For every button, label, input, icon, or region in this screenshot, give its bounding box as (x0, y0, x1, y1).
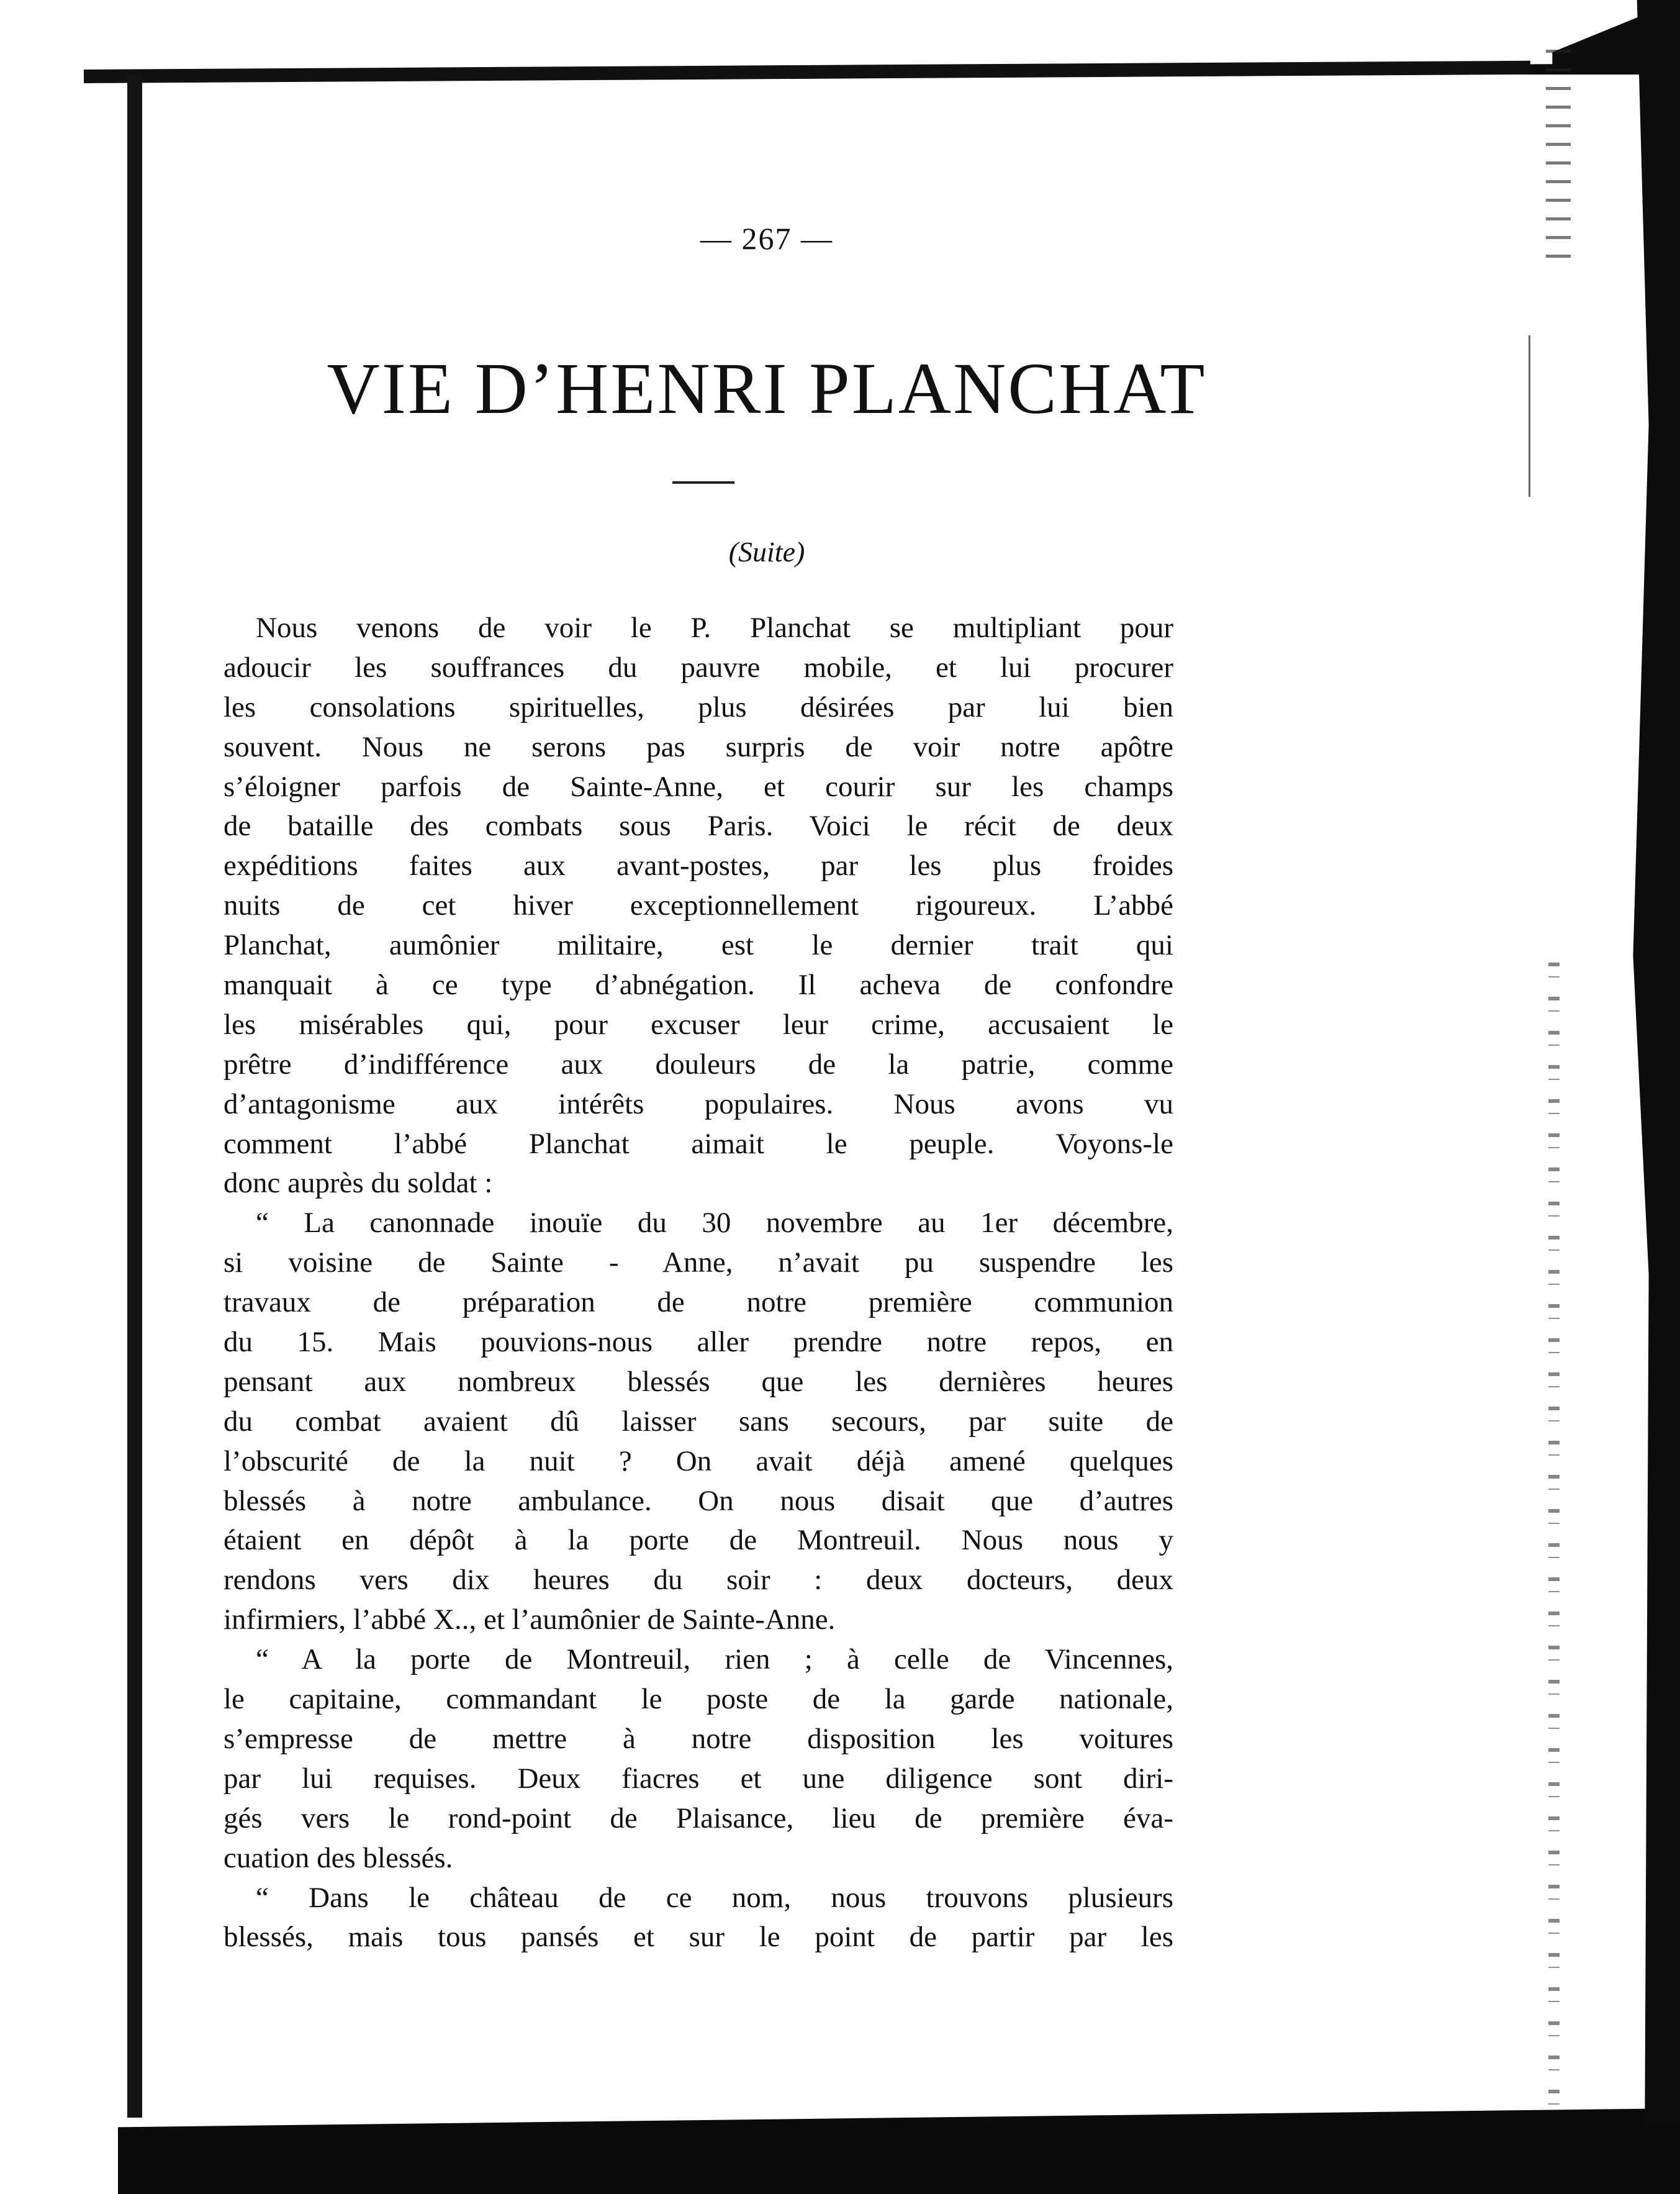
text-line: prêtre d’indifférence aux douleurs de la patrie, comme (224, 1048, 1173, 1081)
title-divider (672, 481, 734, 484)
text-line: du 15. Mais pouvions-nous aller prendre notre repos, en (224, 1326, 1173, 1359)
text-line: Planchat, aumônier militaire, est le dernier trait qui (224, 929, 1173, 962)
text-line: blessés, mais tous pansés et sur le point de partir par les (224, 1921, 1173, 1954)
text-line: “ A la porte de Montreuil, rien ; à celle de Vincennes, (256, 1643, 1173, 1676)
text-line: nuits de cet hiver exceptionnellement rigoureux. L’abbé (224, 889, 1173, 922)
text-line: “ Dans le château de ce nom, nous trouvons plusieurs (256, 1881, 1173, 1914)
page-title: VIE D’HENRI PLANCHAT (327, 348, 1207, 429)
text-line: cuation des blessés. (224, 1841, 453, 1874)
text-line: l’obscurité de la nuit ? On avait déjà amené quelques (224, 1444, 1173, 1477)
scan-border-bottom (118, 2108, 1680, 2194)
text-line: du combat avaient dû laisser sans secours, par suite de (224, 1405, 1173, 1438)
scan-border-top-line (84, 61, 1530, 83)
text-line: pensant aux nombreux blessés que les dernières heures (224, 1365, 1173, 1398)
scan-rule (1529, 335, 1530, 497)
text-line: infirmiers, l’abbé X.., et l’aumônier de Sainte-Anne. (224, 1603, 836, 1636)
text-line: souvent. Nous ne serons pas surpris de voir notre apôtre (224, 730, 1173, 763)
text-line: blessés à notre ambulance. On nous disait que d’autres (224, 1484, 1173, 1517)
text-line: s’éloigner parfois de Sainte-Anne, et courir sur les champs (224, 770, 1173, 803)
page-subtitle: (Suite) (728, 536, 805, 568)
text-line: donc auprès du soldat : (224, 1167, 493, 1200)
text-line: étaient en dépôt à la porte de Montreuil. Nous nous y (224, 1524, 1173, 1557)
text-line: si voisine de Sainte - Anne, n’avait pu suspendre les (224, 1246, 1173, 1279)
scan-speckle (1546, 50, 1571, 261)
text-line: rendons vers dix heures du soir : deux docteurs, deux (224, 1564, 1173, 1597)
text-line: adoucir les souffrances du pauvre mobile, et lui procurer (224, 651, 1173, 684)
page-number: — 267 — (700, 221, 833, 256)
text-line: Nous venons de voir le P. Planchat se multipliant pour (256, 612, 1173, 644)
text-line: s’empresse de mettre à notre disposition les voitures (224, 1722, 1173, 1755)
text-line: les misérables qui, pour excuser leur crime, accusaient le (224, 1008, 1173, 1041)
body-text (224, 609, 1173, 1957)
text-line: travaux de préparation de notre première communion (224, 1286, 1173, 1319)
text-line: expéditions faites aux avant-postes, par les plus froides (224, 850, 1173, 882)
text-line: d’antagonisme aux intérêts populaires. Nous avons vu (224, 1087, 1173, 1120)
scan-border-left (127, 75, 142, 2118)
text-line: de bataille des combats sous Paris. Voici le récit de deux (224, 810, 1173, 843)
text-line: par lui requises. Deux fiacres et une diligence sont diri- (224, 1762, 1173, 1795)
text-line: le capitaine, commandant le poste de la garde nationale, (224, 1683, 1173, 1716)
scan-border-right (1602, 0, 1680, 2124)
scan-speckle (1533, 963, 1571, 2111)
text-line: manquait à ce type d’abnégation. Il acheva de confondre (224, 969, 1173, 1002)
text-line: les consolations spirituelles, plus désirées par lui bien (224, 691, 1173, 723)
text-line: gés vers le rond-point de Plaisance, lieu de première éva- (224, 1802, 1173, 1834)
text-line: “ La canonnade inouïe du 30 novembre au 1er décembre, (256, 1207, 1173, 1240)
text-line: comment l’abbé Planchat aimait le peuple. Voyons-le (224, 1127, 1173, 1160)
